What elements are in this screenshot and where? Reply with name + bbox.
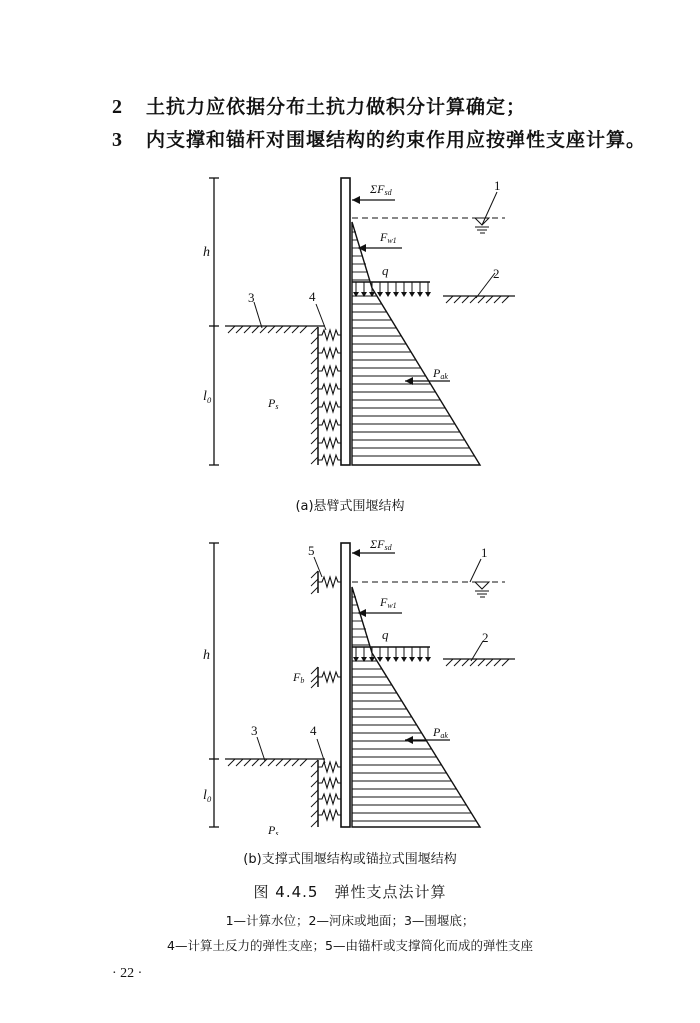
figure-a-cantilever-cofferdam — [0, 170, 700, 490]
callout-1: 1 — [494, 178, 501, 193]
h-label: h — [203, 648, 210, 663]
h-label: h — [203, 245, 210, 260]
fb-label: Fb — [293, 670, 305, 685]
clause-text: 土抗力应依据分布土抗力做积分计算确定； — [146, 96, 527, 118]
pressure-hatching — [352, 597, 476, 821]
ps-label: Ps — [268, 823, 279, 835]
cofferdam-wall — [341, 178, 350, 465]
clause-3 — [112, 125, 646, 152]
fw-label: Fw1 — [380, 230, 397, 245]
callout-1: 1 — [481, 545, 488, 560]
callout-2: 2 — [493, 266, 500, 281]
clause-number: 2 — [112, 96, 123, 118]
callout-2: 2 — [482, 630, 489, 645]
sum-f-label: ΣFsd — [370, 182, 392, 197]
page-number: · 22 · — [112, 966, 143, 981]
clause-text: 内支撑和锚杆对围堰结构的约束作用应按弹性支座计算。 — [146, 129, 647, 151]
legend-line-2: 4—计算土反力的弹性支座；5—由锚杆或支撑简化而成的弹性支座 — [167, 938, 533, 953]
q-label: q — [382, 263, 389, 278]
callout-3: 3 — [248, 290, 255, 305]
l0-label: l₀ — [203, 788, 212, 803]
callout-3: 3 — [251, 723, 258, 738]
anchor-spring-top — [311, 571, 341, 594]
l0-label: l₀ — [203, 389, 212, 404]
figure-a-caption: (a)悬臂式围堰结构 — [295, 499, 405, 514]
pak-label: Pak — [433, 366, 448, 381]
legend-line-1: 1—计算水位；2—河床或地面；3—围堰底； — [225, 913, 475, 928]
clause-2 — [112, 92, 526, 119]
pressure-diagram — [352, 222, 480, 465]
callout-4: 4 — [310, 723, 317, 738]
ps-label: Ps — [268, 396, 279, 411]
callout-4: 4 — [309, 289, 316, 304]
callout-5: 5 — [308, 543, 315, 558]
figure-b-braced-cofferdam — [0, 535, 700, 835]
pak-label: Pak — [433, 725, 448, 740]
pressure-hatching — [352, 232, 474, 456]
figure-b-caption: (b)支撑式围堰结构或锚拉式围堰结构 — [243, 852, 457, 867]
anchor-spring-fb — [311, 667, 341, 688]
sum-f-label: ΣFsd — [370, 537, 392, 552]
cofferdam-wall — [341, 543, 350, 827]
soil-springs — [311, 327, 341, 465]
clause-number: 3 — [112, 129, 123, 151]
q-label: q — [382, 627, 389, 642]
soil-springs — [311, 760, 341, 827]
fw-label: Fw1 — [380, 595, 397, 610]
figure-title: 图 4.4.5 弹性支点法计算 — [253, 883, 447, 901]
pressure-diagram — [352, 587, 480, 827]
